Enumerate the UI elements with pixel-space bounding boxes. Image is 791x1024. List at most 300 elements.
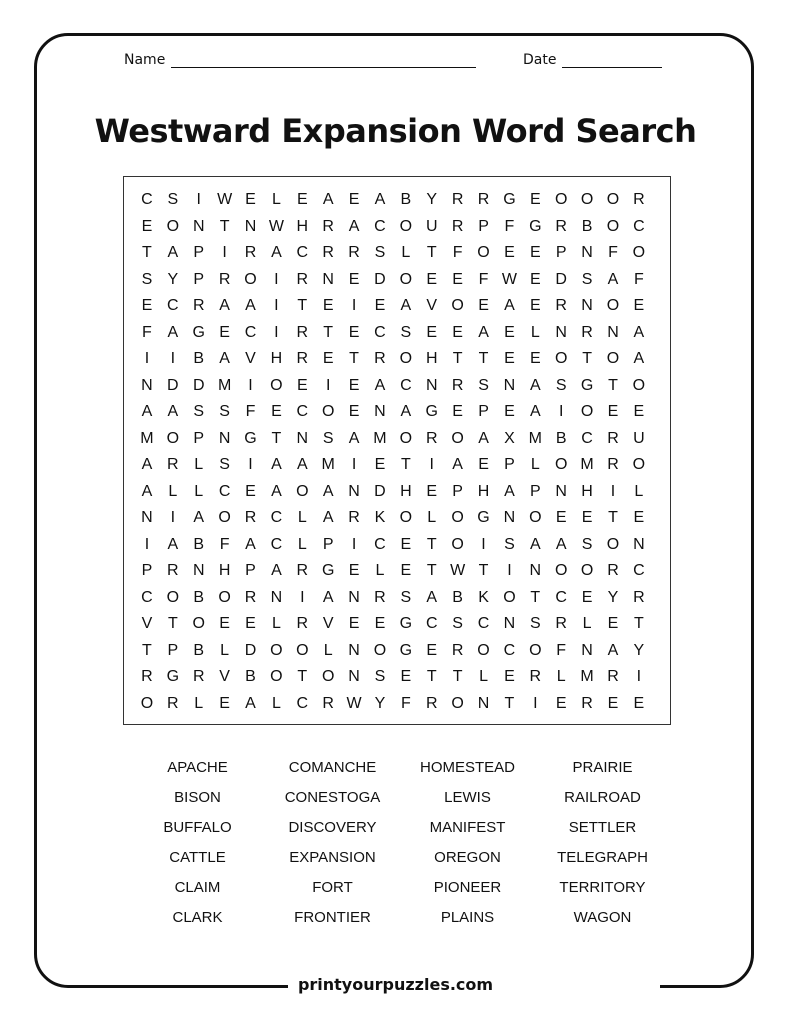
grid-cell[interactable]: C — [425, 615, 438, 632]
grid-cell[interactable]: C — [296, 403, 309, 420]
grid-cell[interactable]: R — [555, 615, 567, 632]
grid-cell[interactable]: T — [349, 350, 359, 367]
name-blank-line[interactable] — [171, 53, 476, 68]
grid-cell[interactable]: O — [166, 429, 180, 447]
grid-cell[interactable]: T — [297, 668, 308, 685]
grid-cell[interactable]: D — [374, 270, 386, 288]
grid-cell[interactable]: E — [426, 641, 438, 659]
grid-cell[interactable]: R — [555, 217, 567, 235]
grid-cell[interactable]: N — [192, 562, 205, 579]
grid-cell[interactable]: I — [300, 588, 305, 606]
grid-cell[interactable]: F — [633, 270, 644, 288]
grid-cell[interactable]: S — [581, 535, 593, 553]
grid-cell[interactable]: L — [297, 535, 307, 553]
grid-cell[interactable]: O — [451, 297, 464, 314]
grid-cell[interactable]: P — [322, 535, 334, 553]
grid-cell[interactable]: D — [167, 376, 179, 394]
grid-cell[interactable]: I — [248, 376, 253, 394]
grid-cell[interactable]: G — [529, 217, 542, 235]
grid-cell[interactable]: S — [529, 615, 541, 632]
grid-cell[interactable]: A — [245, 297, 256, 314]
grid-cell[interactable]: E — [296, 191, 308, 208]
grid-cell[interactable]: O — [477, 244, 490, 261]
grid-cell[interactable]: A — [219, 350, 230, 367]
grid-cell[interactable]: I — [481, 535, 486, 553]
grid-cell[interactable]: E — [529, 244, 541, 261]
grid-cell[interactable]: P — [555, 244, 567, 261]
grid-cell[interactable]: O — [270, 641, 283, 659]
grid-cell[interactable]: H — [400, 482, 412, 500]
grid-cell[interactable]: L — [401, 244, 411, 261]
grid-cell[interactable]: C — [218, 482, 231, 500]
grid-cell[interactable]: E — [504, 323, 515, 341]
grid-cell[interactable]: S — [374, 668, 386, 685]
grid-cell[interactable]: M — [580, 456, 594, 473]
grid-cell[interactable]: A — [271, 244, 282, 261]
grid-cell[interactable]: I — [533, 694, 538, 712]
grid-cell[interactable]: N — [529, 562, 542, 579]
grid-cell[interactable]: H — [270, 350, 283, 367]
grid-cell[interactable]: S — [400, 323, 412, 341]
grid-cell[interactable]: A — [348, 217, 360, 235]
grid-cell[interactable]: R — [529, 668, 542, 685]
grid-cell[interactable]: C — [167, 297, 179, 314]
grid-cell[interactable]: N — [296, 429, 309, 447]
grid-cell[interactable]: B — [581, 217, 593, 235]
grid-cell[interactable]: R — [167, 694, 179, 712]
grid-cell[interactable]: T — [271, 429, 282, 447]
grid-cell[interactable]: L — [375, 562, 385, 579]
grid-cell[interactable]: O — [503, 588, 516, 606]
grid-cell[interactable]: F — [608, 244, 618, 261]
grid-cell[interactable]: P — [478, 217, 489, 235]
grid-cell[interactable]: E — [400, 535, 412, 553]
grid-cell[interactable]: N — [477, 694, 490, 712]
grid-cell[interactable]: L — [530, 456, 540, 473]
grid-cell[interactable]: N — [555, 323, 567, 341]
grid-cell[interactable]: R — [477, 191, 490, 208]
grid-cell[interactable]: C — [400, 376, 412, 394]
grid-cell[interactable]: O — [529, 641, 542, 659]
grid-cell[interactable]: E — [529, 270, 541, 288]
grid-cell[interactable]: O — [554, 191, 568, 208]
grid-cell[interactable]: I — [507, 562, 512, 579]
grid-cell[interactable]: T — [633, 615, 644, 632]
grid-cell[interactable]: O — [451, 509, 464, 526]
grid-cell[interactable]: L — [530, 323, 540, 341]
grid-cell[interactable]: R — [348, 509, 360, 526]
grid-cell[interactable]: A — [322, 588, 334, 606]
grid-cell[interactable]: E — [374, 297, 386, 314]
grid-cell[interactable]: T — [452, 350, 463, 367]
grid-cell[interactable]: O — [606, 191, 620, 208]
grid-cell[interactable]: R — [322, 244, 334, 261]
grid-cell[interactable]: G — [425, 403, 438, 420]
grid-cell[interactable]: O — [192, 615, 205, 632]
grid-cell[interactable]: T — [426, 244, 437, 261]
grid-cell[interactable]: H — [477, 482, 490, 500]
grid-cell[interactable]: C — [296, 244, 309, 261]
grid-cell[interactable]: H — [581, 482, 593, 500]
grid-cell[interactable]: I — [351, 456, 357, 473]
grid-cell[interactable]: N — [270, 588, 283, 606]
grid-cell[interactable]: E — [452, 270, 463, 288]
grid-cell[interactable]: E — [348, 270, 360, 288]
grid-cell[interactable]: P — [141, 562, 153, 579]
grid-cell[interactable]: E — [141, 297, 153, 314]
grid-cell[interactable]: D — [374, 482, 386, 500]
grid-cell[interactable]: G — [321, 562, 335, 579]
grid-cell[interactable]: N — [374, 403, 386, 420]
grid-cell[interactable]: R — [374, 588, 386, 606]
grid-cell[interactable]: L — [271, 694, 281, 712]
grid-cell[interactable]: H — [296, 217, 309, 235]
grid-cell[interactable]: A — [245, 694, 256, 712]
grid-cell[interactable]: C — [244, 323, 257, 341]
grid-cell[interactable]: B — [245, 668, 256, 685]
grid-cell[interactable]: Y — [426, 191, 438, 208]
grid-cell[interactable]: F — [478, 270, 489, 288]
grid-cell[interactable]: E — [452, 323, 463, 341]
grid-cell[interactable]: T — [142, 244, 152, 261]
grid-cell[interactable]: R — [218, 270, 231, 288]
grid-cell[interactable]: T — [452, 668, 463, 685]
grid-cell[interactable]: G — [166, 668, 180, 685]
grid-cell[interactable]: L — [194, 482, 204, 500]
grid-cell[interactable]: R — [167, 562, 179, 579]
grid-cell[interactable]: F — [400, 694, 411, 712]
grid-cell[interactable]: I — [274, 270, 279, 288]
grid-cell[interactable]: C — [633, 562, 645, 579]
grid-cell[interactable]: L — [427, 509, 437, 526]
grid-cell[interactable]: B — [193, 535, 205, 553]
grid-cell[interactable]: O — [373, 641, 387, 659]
grid-cell[interactable]: A — [219, 297, 230, 314]
grid-cell[interactable]: A — [400, 403, 412, 420]
grid-cell[interactable]: A — [271, 456, 282, 473]
grid-cell[interactable]: E — [348, 323, 360, 341]
grid-cell[interactable]: E — [245, 191, 256, 208]
grid-cell[interactable]: E — [322, 297, 334, 314]
grid-cell[interactable]: R — [555, 297, 567, 314]
grid-cell[interactable]: O — [166, 217, 180, 235]
grid-cell[interactable]: B — [193, 588, 205, 606]
grid-cell[interactable]: R — [296, 323, 309, 341]
grid-cell[interactable]: E — [581, 588, 593, 606]
grid-cell[interactable]: N — [425, 376, 438, 394]
grid-cell[interactable]: F — [219, 535, 230, 553]
grid-cell[interactable]: N — [192, 217, 205, 235]
grid-cell[interactable]: I — [274, 323, 279, 341]
grid-cell[interactable]: M — [528, 429, 542, 447]
grid-cell[interactable]: O — [606, 297, 620, 314]
grid-cell[interactable]: E — [296, 376, 308, 394]
grid-cell[interactable]: T — [167, 615, 178, 632]
grid-cell[interactable]: E — [633, 403, 645, 420]
grid-cell[interactable]: E — [633, 694, 645, 712]
grid-cell[interactable]: O — [632, 244, 646, 261]
grid-cell[interactable]: C — [141, 191, 153, 208]
grid-cell[interactable]: U — [425, 217, 438, 235]
grid-cell[interactable]: A — [452, 456, 463, 473]
grid-cell[interactable]: N — [503, 509, 516, 526]
grid-cell[interactable]: A — [167, 535, 179, 553]
grid-cell[interactable]: L — [194, 456, 204, 473]
grid-cell[interactable]: A — [607, 270, 619, 288]
grid-cell[interactable]: K — [478, 588, 489, 606]
grid-cell[interactable]: E — [529, 191, 541, 208]
grid-cell[interactable]: W — [268, 217, 284, 235]
grid-cell[interactable]: S — [167, 191, 179, 208]
grid-cell[interactable]: E — [322, 350, 334, 367]
grid-cell[interactable]: G — [244, 429, 257, 447]
grid-cell[interactable]: T — [426, 535, 437, 553]
grid-cell[interactable]: A — [478, 323, 489, 341]
grid-cell[interactable]: O — [529, 509, 542, 526]
grid-cell[interactable]: R — [451, 376, 464, 394]
grid-cell[interactable]: C — [503, 641, 516, 659]
grid-cell[interactable]: O — [399, 509, 413, 526]
grid-cell[interactable]: R — [296, 562, 309, 579]
grid-cell[interactable]: Y — [633, 641, 645, 659]
grid-cell[interactable]: N — [322, 270, 334, 288]
grid-cell[interactable]: M — [373, 429, 387, 447]
grid-cell[interactable]: R — [607, 429, 619, 447]
grid-cell[interactable]: E — [374, 615, 386, 632]
grid-cell[interactable]: T — [426, 668, 437, 685]
grid-cell[interactable]: E — [426, 270, 438, 288]
grid-cell[interactable]: A — [555, 535, 567, 553]
grid-cell[interactable]: E — [426, 323, 438, 341]
grid-cell[interactable]: D — [555, 270, 567, 288]
grid-cell[interactable]: N — [581, 297, 593, 314]
grid-cell[interactable]: A — [400, 297, 412, 314]
grid-cell[interactable]: A — [529, 535, 541, 553]
grid-cell[interactable]: E — [633, 297, 645, 314]
grid-cell[interactable]: R — [581, 694, 593, 712]
grid-cell[interactable]: R — [451, 217, 464, 235]
grid-cell[interactable]: O — [166, 588, 180, 606]
grid-cell[interactable]: T — [426, 562, 437, 579]
grid-cell[interactable]: O — [218, 509, 231, 526]
grid-cell[interactable]: E — [400, 668, 412, 685]
grid-cell[interactable]: A — [322, 191, 334, 208]
grid-cell[interactable]: R — [633, 588, 645, 606]
grid-cell[interactable]: N — [348, 641, 360, 659]
grid-cell[interactable]: E — [504, 350, 515, 367]
grid-cell[interactable]: B — [193, 350, 205, 367]
grid-cell[interactable]: T — [608, 509, 618, 526]
grid-cell[interactable]: E — [452, 403, 463, 420]
grid-cell[interactable]: O — [270, 376, 283, 394]
grid-cell[interactable]: S — [504, 535, 515, 553]
grid-cell[interactable]: C — [141, 588, 153, 606]
grid-cell[interactable]: A — [141, 456, 153, 473]
grid-cell[interactable]: E — [555, 694, 567, 712]
grid-cell[interactable]: A — [167, 403, 179, 420]
grid-cell[interactable]: O — [632, 456, 646, 473]
grid-cell[interactable]: E — [348, 376, 360, 394]
grid-cell[interactable]: R — [322, 217, 334, 235]
grid-cell[interactable]: I — [610, 482, 616, 500]
grid-cell[interactable]: P — [529, 482, 541, 500]
grid-cell[interactable]: E — [426, 482, 438, 500]
grid-cell[interactable]: A — [633, 350, 645, 367]
grid-cell[interactable]: U — [633, 429, 645, 447]
grid-cell[interactable]: T — [142, 641, 152, 659]
grid-cell[interactable]: G — [477, 509, 490, 526]
grid-cell[interactable]: T — [323, 323, 334, 341]
grid-cell[interactable]: G — [192, 323, 205, 341]
grid-cell[interactable]: N — [348, 482, 360, 500]
grid-cell[interactable]: I — [558, 403, 564, 420]
grid-cell[interactable]: A — [322, 482, 334, 500]
grid-cell[interactable]: O — [554, 350, 568, 367]
grid-cell[interactable]: P — [478, 403, 489, 420]
grid-cell[interactable]: A — [296, 456, 308, 473]
grid-cell[interactable]: I — [274, 297, 279, 314]
grid-cell[interactable]: E — [348, 615, 360, 632]
grid-cell[interactable]: N — [633, 535, 645, 553]
grid-cell[interactable]: E — [555, 509, 567, 526]
grid-cell[interactable]: F — [245, 403, 256, 420]
grid-cell[interactable]: N — [503, 615, 516, 632]
grid-cell[interactable]: P — [245, 562, 256, 579]
grid-cell[interactable]: W — [501, 270, 517, 288]
grid-cell[interactable]: P — [193, 270, 205, 288]
grid-cell[interactable]: X — [504, 429, 515, 447]
grid-cell[interactable]: E — [348, 403, 360, 420]
grid-cell[interactable]: T — [478, 562, 489, 579]
grid-cell[interactable]: R — [425, 429, 438, 447]
grid-cell[interactable]: Y — [607, 588, 619, 606]
grid-cell[interactable]: B — [400, 191, 412, 208]
grid-cell[interactable]: E — [504, 244, 515, 261]
grid-cell[interactable]: A — [193, 509, 205, 526]
grid-cell[interactable]: E — [245, 482, 256, 500]
grid-cell[interactable]: P — [167, 641, 179, 659]
grid-cell[interactable]: R — [348, 244, 360, 261]
grid-cell[interactable]: E — [607, 403, 619, 420]
grid-cell[interactable]: O — [632, 376, 646, 394]
grid-cell[interactable]: F — [142, 323, 152, 341]
grid-cell[interactable]: V — [426, 297, 438, 314]
grid-cell[interactable]: N — [141, 509, 153, 526]
grid-cell[interactable]: O — [399, 217, 413, 235]
grid-cell[interactable]: R — [141, 668, 153, 685]
grid-cell[interactable]: T — [478, 350, 489, 367]
grid-cell[interactable]: A — [426, 588, 438, 606]
grid-cell[interactable]: C — [477, 615, 490, 632]
grid-cell[interactable]: O — [296, 482, 309, 500]
grid-cell[interactable]: I — [636, 668, 642, 685]
grid-cell[interactable]: A — [504, 297, 515, 314]
grid-cell[interactable]: T — [582, 350, 592, 367]
grid-cell[interactable]: O — [606, 217, 620, 235]
grid-cell[interactable]: O — [477, 641, 490, 659]
grid-cell[interactable]: M — [321, 456, 335, 473]
grid-cell[interactable]: C — [581, 429, 593, 447]
grid-cell[interactable]: E — [271, 403, 282, 420]
grid-cell[interactable]: E — [478, 297, 489, 314]
grid-cell[interactable]: R — [244, 588, 257, 606]
grid-cell[interactable]: B — [555, 429, 567, 447]
grid-cell[interactable]: L — [479, 668, 488, 685]
grid-cell[interactable]: E — [633, 509, 645, 526]
grid-cell[interactable]: M — [140, 429, 154, 447]
grid-cell[interactable]: W — [450, 562, 466, 579]
grid-cell[interactable]: I — [248, 456, 253, 473]
grid-cell[interactable]: R — [192, 297, 205, 314]
grid-cell[interactable]: S — [322, 429, 334, 447]
grid-cell[interactable]: I — [170, 350, 176, 367]
grid-cell[interactable]: V — [141, 615, 153, 632]
grid-cell[interactable]: R — [633, 191, 645, 208]
grid-cell[interactable]: A — [348, 429, 360, 447]
grid-cell[interactable]: L — [271, 615, 281, 632]
grid-cell[interactable]: S — [219, 456, 230, 473]
grid-cell[interactable]: S — [193, 403, 205, 420]
grid-cell[interactable]: D — [244, 641, 257, 659]
grid-cell[interactable]: E — [374, 456, 386, 473]
grid-cell[interactable]: H — [218, 562, 231, 579]
grid-cell[interactable]: N — [581, 641, 593, 659]
grid-cell[interactable]: B — [193, 641, 205, 659]
grid-cell[interactable]: O — [554, 562, 568, 579]
grid-cell[interactable]: O — [451, 535, 464, 553]
grid-cell[interactable]: F — [556, 641, 567, 659]
grid-cell[interactable]: V — [245, 350, 256, 367]
grid-cell[interactable]: R — [451, 191, 464, 208]
grid-cell[interactable]: O — [580, 562, 594, 579]
grid-cell[interactable]: O — [580, 403, 594, 420]
grid-cell[interactable]: N — [607, 323, 619, 341]
grid-cell[interactable]: N — [244, 217, 257, 235]
grid-cell[interactable]: P — [452, 482, 463, 500]
grid-cell[interactable]: O — [606, 535, 620, 553]
grid-cell[interactable]: E — [400, 562, 412, 579]
grid-cell[interactable]: R — [244, 244, 257, 261]
grid-cell[interactable]: L — [323, 641, 333, 659]
grid-cell[interactable]: I — [222, 244, 227, 261]
grid-cell[interactable]: L — [556, 668, 566, 685]
grid-cell[interactable]: C — [270, 535, 283, 553]
grid-cell[interactable]: O — [321, 403, 335, 420]
grid-cell[interactable]: A — [607, 641, 619, 659]
grid-cell[interactable]: K — [374, 509, 386, 526]
grid-cell[interactable]: I — [429, 456, 434, 473]
grid-cell[interactable]: L — [271, 191, 281, 208]
grid-cell[interactable]: C — [270, 509, 283, 526]
grid-cell[interactable]: A — [504, 482, 515, 500]
grid-cell[interactable]: C — [374, 535, 386, 553]
grid-cell[interactable]: L — [582, 615, 592, 632]
grid-cell[interactable]: E — [607, 615, 619, 632]
grid-cell[interactable]: R — [374, 350, 386, 367]
grid-cell[interactable]: M — [217, 376, 232, 394]
grid-cell[interactable]: A — [141, 482, 153, 500]
grid-cell[interactable]: N — [348, 588, 360, 606]
grid-cell[interactable]: G — [399, 641, 413, 659]
grid-cell[interactable]: E — [219, 615, 230, 632]
grid-cell[interactable]: I — [196, 191, 201, 208]
grid-cell[interactable]: A — [633, 323, 645, 341]
grid-cell[interactable]: O — [580, 191, 594, 208]
grid-cell[interactable]: I — [325, 376, 331, 394]
grid-cell[interactable]: E — [607, 694, 619, 712]
grid-cell[interactable]: R — [581, 323, 593, 341]
grid-cell[interactable]: N — [503, 376, 516, 394]
